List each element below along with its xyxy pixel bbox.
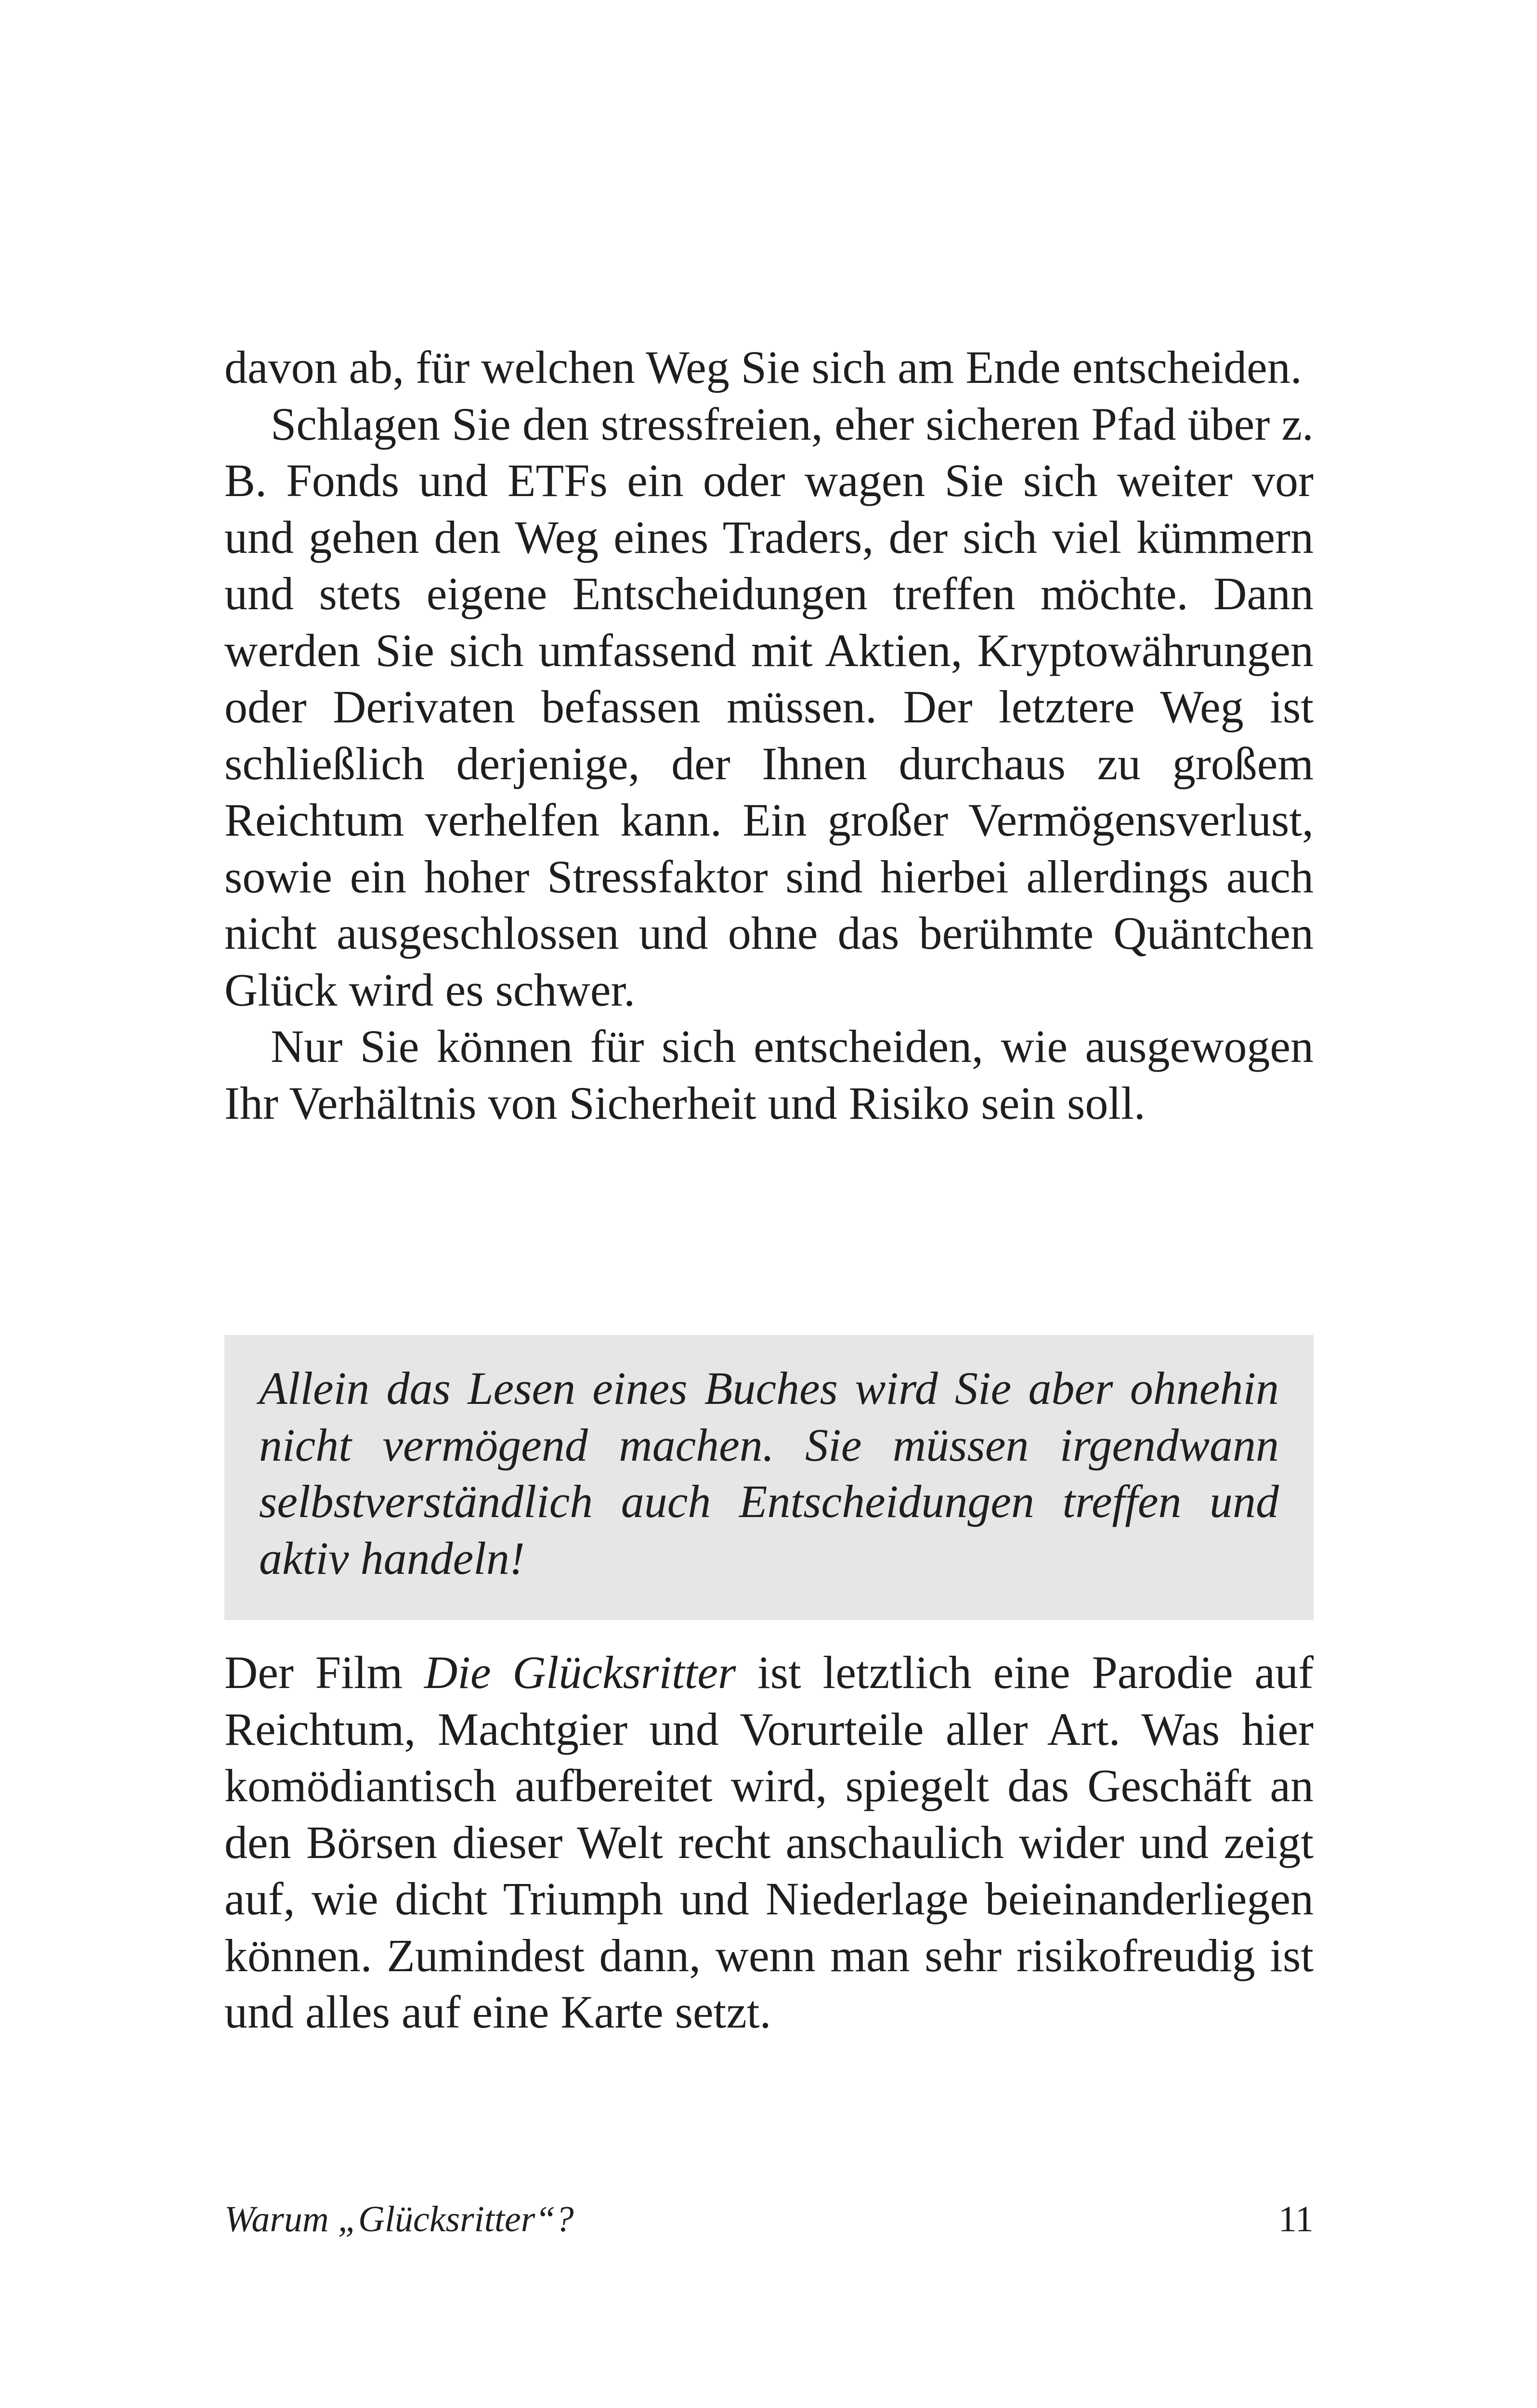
paragraph-continuation: davon ab, für welchen Weg Sie sich am Ende entscheiden. [224,341,1302,393]
highlight-text: Allein das Lesen eines Buches wird Sie aber ohnehin nicht vermögend machen. Sie müssen irgendwann selbstverständlich auch Entscheidungen treffen und aktiv handeln! [259,1362,1279,1584]
body-text-bottom [224,1644,1314,2041]
highlight-box [224,1335,1314,1620]
page-number: 11 [1278,2199,1314,2239]
body-text-top [224,339,1314,1131]
film-title: Die Glücksritter [424,1647,736,1698]
paragraph-film [224,1644,1314,2041]
film-text-after: ist letztlich eine Parodie auf Reichtum, Machtgier und Vorurteile aller Art. Was hier komödiantisch aufbereitet wird, spiegelt das Geschäft an den Börsen dieser Welt recht anschaulich wider und zeigt auf, wie dicht Triumph und Niederlage beieinanderliegen können. Zumindest dann, wenn man sehr risikofreudig ist und alles auf eine Karte setzt. [224,1647,1314,2038]
page-footer [224,2196,1314,2242]
paragraph-paths: Schlagen Sie den stressfreien, eher sicheren Pfad über z. B. Fonds und ETFs ein oder wagen Sie sich weiter vor und gehen den Weg eines Traders, der sich viel kümmern und stets eigene Entscheidungen treffen möchte. Dann werden Sie sich umfassend mit Aktien, Kryptowährungen oder Derivaten befassen müssen. Der letztere Weg ist schließlich derjenige, der Ihnen durchaus zu großem Reichtum verhelfen kann. Ein großer Vermögensverlust, sowie ein hoher Stressfaktor sind hierbei allerdings auch nicht ausgeschlossen und ohne das berühmte Quäntchen Glück wird es schwer. [224,398,1314,1016]
running-title: Warum „Glücksritter“? [224,2199,574,2239]
film-text-before: Der Film [224,1647,424,1698]
paragraph-decision: Nur Sie können für sich entscheiden, wie ausgewogen Ihr Verhältnis von Sicherheit und Risiko sein soll. [224,1021,1314,1129]
